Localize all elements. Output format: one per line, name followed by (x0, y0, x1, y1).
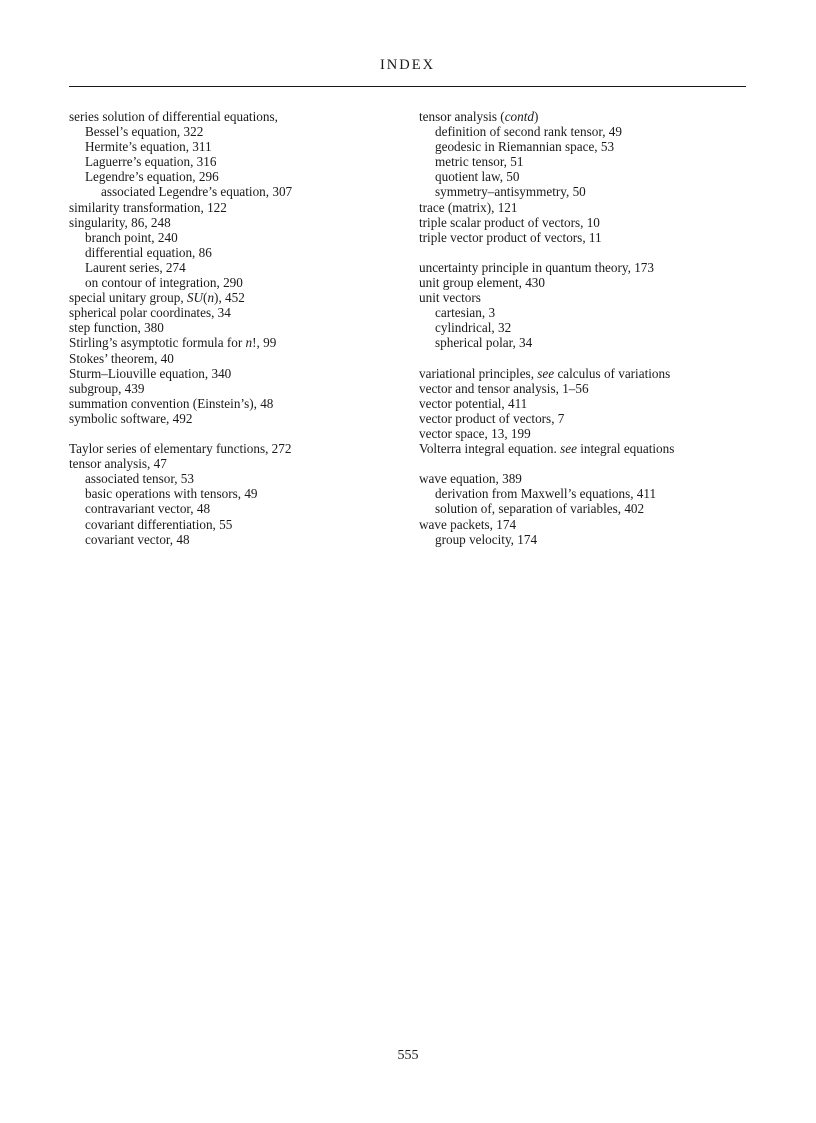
entry-text: uncertainty principle in quantum theory, 173 (419, 259, 654, 275)
entry-text: special unitary group, (69, 290, 187, 306)
entry-text: cartesian, 3 (435, 305, 496, 321)
entry-text: Taylor series of elementary functions, 272 (69, 441, 292, 457)
entry-text: triple vector product of vectors, 11 (419, 229, 602, 245)
index-subentry (419, 486, 759, 501)
index-entry (419, 396, 759, 411)
index-subentry (69, 230, 399, 245)
entry-text: see (560, 441, 577, 457)
entry-text: Volterra integral equation. (419, 441, 561, 457)
index-entry (419, 441, 759, 456)
entry-text: basic operations with tensors, 49 (85, 486, 258, 502)
index-entry (69, 381, 399, 396)
index-subentry (419, 184, 759, 199)
entry-gap (419, 351, 759, 366)
index-entry (419, 109, 759, 124)
entry-text: branch point, 240 (85, 229, 178, 245)
entry-text: tensor analysis, 47 (69, 456, 167, 472)
index-entry (69, 320, 399, 335)
entry-text: vector space, 13, 199 (419, 425, 531, 441)
index-entry (69, 441, 399, 456)
entry-gap (419, 245, 759, 260)
index-subentry (419, 305, 759, 320)
entry-text: contravariant vector, 48 (85, 501, 211, 517)
index-subentry (69, 275, 399, 290)
entry-text: Legendre’s equation, 296 (85, 169, 219, 185)
index-entry (69, 109, 399, 124)
index-subentry (69, 501, 399, 516)
entry-text: on contour of integration, 290 (85, 275, 243, 291)
entry-text: calculus of variations (554, 365, 671, 381)
index-subentry (69, 139, 399, 154)
entry-text: step function, 380 (69, 320, 164, 336)
index-entry (69, 456, 399, 471)
header-rule (69, 86, 746, 87)
entry-text: ( (203, 290, 208, 306)
entry-text: group velocity, 174 (435, 531, 538, 547)
index-entry (419, 290, 759, 305)
entry-text: Hermite’s equation, 311 (85, 139, 212, 155)
index-column-left (69, 109, 399, 547)
index-subentry (69, 184, 399, 199)
entry-text: cylindrical, 32 (435, 320, 512, 336)
index-subentry (419, 154, 759, 169)
index-entry (419, 426, 759, 441)
index-entry (69, 396, 399, 411)
index-entry (69, 215, 399, 230)
entry-text: Stirling’s asymptotic formula for (69, 335, 246, 351)
entry-text: associated tensor, 53 (85, 471, 194, 487)
index-subentry (419, 501, 759, 516)
index-subentry (69, 245, 399, 260)
entry-text: vector potential, 411 (419, 395, 528, 411)
index-subentry (419, 532, 759, 547)
index-subentry (69, 154, 399, 169)
entry-text: quotient law, 50 (435, 169, 520, 185)
index-entry (419, 230, 759, 245)
entry-text: singularity, 86, 248 (69, 214, 171, 230)
index-subentry (69, 486, 399, 501)
running-header: INDEX (379, 57, 436, 73)
entry-text: covariant differentiation, 55 (85, 516, 233, 532)
entry-text: metric tensor, 51 (435, 154, 524, 170)
index-subentry (419, 169, 759, 184)
entry-text: Stokes’ theorem, 40 (69, 350, 174, 366)
entry-text: see (537, 365, 555, 381)
entry-text: ), 452 (214, 290, 245, 306)
entry-text: solution of, separation of variables, 402 (435, 501, 645, 517)
index-entry (69, 290, 399, 305)
entry-gap (69, 426, 399, 441)
index-entry (419, 471, 759, 486)
entry-text: n (245, 335, 253, 351)
entry-text: tensor analysis ( (419, 109, 505, 124)
index-entry (419, 200, 759, 215)
index-column-right (419, 109, 759, 547)
entry-text: symmetry–antisymmetry, 50 (435, 184, 586, 200)
index-entry (69, 411, 399, 426)
entry-text: n (207, 290, 215, 306)
entry-text: similarity transformation, 122 (69, 199, 227, 215)
entry-text: variational principles, (419, 365, 538, 381)
entry-text: contd (504, 109, 535, 124)
entry-text: integral equations (576, 441, 675, 457)
index-entry (419, 517, 759, 532)
entry-text: ) (534, 109, 539, 124)
entry-text: symbolic software, 492 (69, 410, 193, 426)
entry-text: associated Legendre’s equation, 307 (101, 184, 293, 200)
entry-text: definition of second rank tensor, 49 (435, 124, 622, 140)
index-subentry (419, 139, 759, 154)
index-subentry (69, 260, 399, 275)
entry-text: SU (186, 290, 204, 306)
page-number: 555 (397, 1048, 419, 1063)
entry-text: triple scalar product of vectors, 10 (419, 214, 600, 230)
index-entry (419, 366, 759, 381)
index-entry (69, 335, 399, 350)
index-subentry (69, 169, 399, 184)
index-entry (419, 381, 759, 396)
index-entry (419, 215, 759, 230)
index-subentry (419, 335, 759, 350)
entry-text: trace (matrix), 121 (419, 199, 518, 215)
entry-text: Laurent series, 274 (85, 259, 186, 275)
entry-text: summation convention (Einstein’s), 48 (69, 395, 274, 411)
entry-text: vector product of vectors, 7 (419, 410, 565, 426)
entry-text: subgroup, 439 (69, 380, 145, 396)
entry-text: unit group element, 430 (419, 275, 545, 291)
index-subentry (69, 517, 399, 532)
entry-text: vector and tensor analysis, 1–56 (419, 380, 589, 396)
index-entry (419, 411, 759, 426)
entry-text: covariant vector, 48 (85, 531, 190, 547)
index-entry (419, 275, 759, 290)
index-entry (419, 260, 759, 275)
index-subentry (69, 532, 399, 547)
entry-text: wave equation, 389 (419, 471, 522, 487)
index-subentry (419, 320, 759, 335)
index-subentry (69, 124, 399, 139)
entry-text: spherical polar, 34 (435, 335, 533, 351)
entry-text: wave packets, 174 (419, 516, 517, 532)
entry-text: spherical polar coordinates, 34 (69, 305, 231, 321)
entry-text: derivation from Maxwell’s equations, 411 (435, 486, 657, 502)
index-subentry (69, 471, 399, 486)
entry-gap (419, 456, 759, 471)
index-subentry (419, 124, 759, 139)
entry-text: !, 99 (252, 335, 277, 351)
entry-text: Sturm–Liouville equation, 340 (69, 365, 232, 381)
entry-text: series solution of differential equations, (69, 109, 278, 124)
entry-text: Laguerre’s equation, 316 (85, 154, 217, 170)
index-entry (69, 200, 399, 215)
index-entry (69, 366, 399, 381)
entry-text: Bessel’s equation, 322 (85, 124, 204, 140)
index-entry (69, 305, 399, 320)
entry-text: unit vectors (419, 290, 481, 306)
entry-text: differential equation, 86 (85, 244, 212, 260)
index-entry (69, 351, 399, 366)
entry-text: geodesic in Riemannian space, 53 (435, 139, 615, 155)
